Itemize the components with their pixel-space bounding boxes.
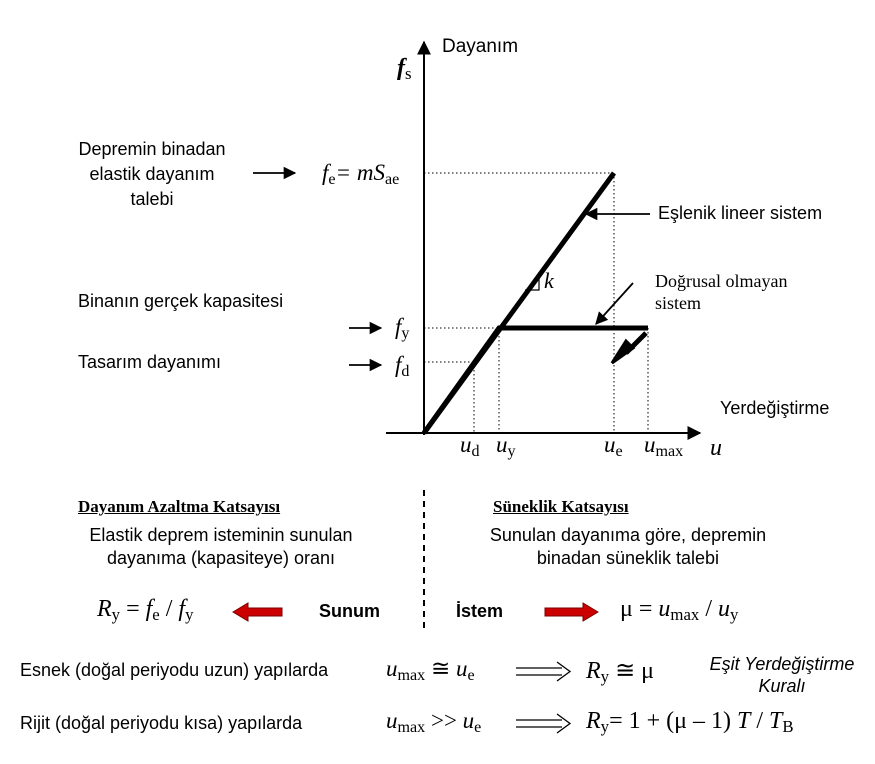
x-axis-symbol: u	[710, 435, 722, 461]
rule-row-rigid-text: Rijit (doğal periyodu kısa) yapılarda	[20, 713, 303, 733]
istem-red-arrow	[545, 603, 598, 621]
implies-arrow-2	[516, 714, 570, 733]
left-section-desc: Elastik deprem isteminin sunulan dayanıma (kapasiteye) oranı	[89, 525, 353, 568]
sunum-red-arrow	[233, 603, 282, 621]
mu-formula: $\mu = u_{max} / u_y$	[620, 596, 739, 625]
tick-fd: $f_d$	[395, 352, 410, 381]
tick-uy: $u_y$	[496, 432, 516, 461]
rule-row-flexible-text: Esnek (doğal periyodu uzun) yapılarda	[20, 660, 329, 680]
elastic-demand-label: Depremin binadan elastik dayanım talebi	[78, 139, 226, 209]
tick-fe: $f_e= mS_{ae}$	[322, 160, 400, 189]
implies-arrow-1	[516, 662, 570, 681]
y-axis-symbol: $f_s$	[397, 55, 412, 84]
sunum-label: Sunum	[319, 601, 380, 621]
degradation-arrow-head	[612, 341, 633, 363]
stiffness-label: k	[544, 268, 554, 293]
x-axis-name: Yerdeğiştirme	[720, 398, 830, 418]
rule-row-flexible-rhs: $R_y$ ≅ μ	[586, 658, 655, 687]
equal-displacement-rule: Eşit Yerdeğiştirme Kuralı	[709, 654, 855, 696]
tick-ue: $u_e$	[604, 432, 623, 461]
rule-row-rigid-lhs: $u_{max} >> u_e$	[386, 708, 482, 737]
linear-system-label: Eşlenik lineer sistem	[658, 203, 823, 223]
ry-formula: $R_y = f_e / f_y$	[97, 596, 194, 625]
right-section-title: Süneklik Katsayısı	[493, 497, 629, 516]
rule-row-flexible-lhs: $u_{max}$ ≅ $u_e$	[386, 656, 475, 685]
tick-ud: $u_d$	[460, 432, 480, 461]
istem-label: İstem	[456, 601, 504, 621]
actual-capacity-label: Binanın gerçek kapasitesi	[78, 291, 284, 311]
y-axis-name: Dayanım	[442, 36, 519, 57]
rule-row-rigid-rhs: $R_y= 1 + (\mu - 1)$ T / $T_B$	[586, 708, 794, 737]
design-strength-label: Tasarım dayanımı	[78, 352, 222, 372]
nonlinear-system-label: Doğrusal olmayan sistem	[655, 271, 788, 313]
left-section-title: Dayanım Azaltma Katsayısı	[78, 497, 281, 516]
tick-fy: $f_y$	[395, 314, 410, 343]
right-section-desc: Sunulan dayanıma göre, depremin binadan süneklik talebi	[489, 525, 767, 568]
tick-umax: $u_{max}$	[644, 432, 684, 461]
